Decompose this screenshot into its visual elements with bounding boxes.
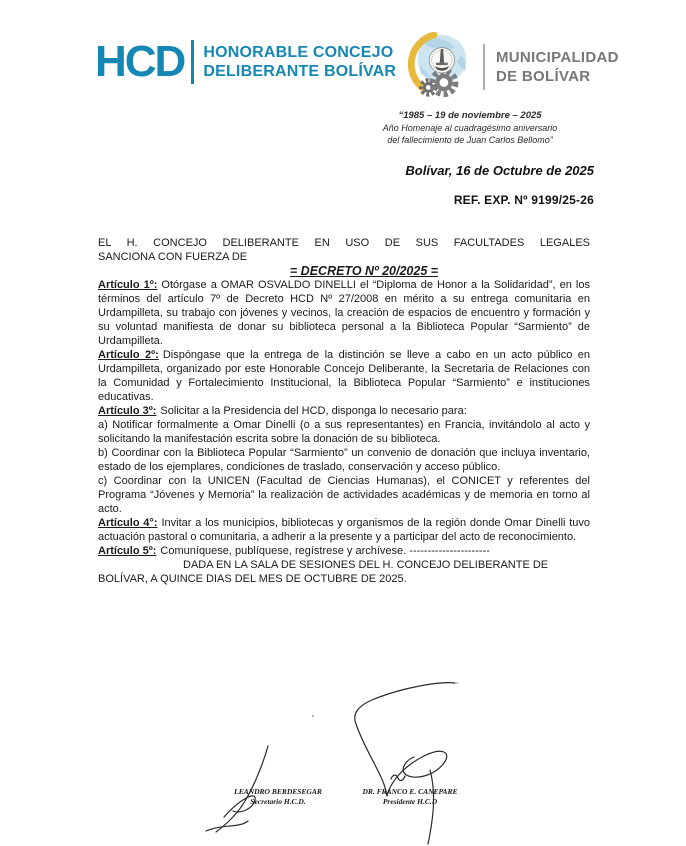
article-2-paragraph	[98, 348, 590, 404]
municipality-name-line2: DE BOLÍVAR	[496, 68, 591, 85]
clause-a-text: a) Notificar formalmente a Omar Dinelli (o a sus representantes) en Francia, invitándolo al acto y solicitando la manifestación escrita sobre la donación de su biblioteca.	[98, 419, 590, 445]
commemoration-line3: del fallecimiento de Juan Carlos Bellomo”	[387, 135, 553, 145]
decree-body	[98, 236, 590, 586]
closing-paragraph: DADA EN LA SALA DE SESIONES DEL H. CONCEJO DELIBERANTE DE BOLÍVAR, A QUINCE DIAS DEL MES DE OCTUBRE DE 2025.	[98, 559, 549, 585]
hcd-abbr-text: HCD	[95, 37, 185, 86]
signature-left	[203, 787, 353, 806]
preamble	[98, 236, 590, 264]
article-3-label: Artículo 3º:	[98, 405, 157, 417]
preamble-line2: SANCIONA CON FUERZA DE	[98, 251, 248, 263]
municipality-name-line1: MUNICIPALIDAD	[496, 49, 619, 66]
preamble-line1: EL H. CONCEJO DELIBERANTE EN USO DE SUS FACULTADES LEGALES	[98, 237, 590, 249]
date-line: Bolívar, 16 de Octubre de 2025	[405, 163, 594, 178]
reference-number: REF. EXP. Nº 9199/25-26	[453, 193, 594, 207]
municipality-logo-divider	[483, 44, 485, 90]
article-5-text: Comuníquese, publíquese, regístrese y archívese. ----------------------	[160, 545, 490, 557]
hcd-logo	[95, 37, 397, 86]
clause-c-paragraph	[98, 474, 590, 516]
municipality-name	[496, 48, 619, 86]
signature-right	[335, 787, 485, 806]
article-3-paragraph	[98, 404, 590, 418]
signature-strokes-icon	[0, 670, 686, 846]
article-3-text: Solicitar a la Presidencia del HCD, disponga lo necesario para:	[160, 405, 467, 417]
commemoration-line1: “1985 – 19 de noviembre – 2025	[398, 110, 542, 121]
clause-b-paragraph	[98, 446, 590, 474]
clause-c-text: c) Coordinar con la UNICEN (Facultad de Ciencias Humanas), el CONICET y referentes del Programa “Jóvenes y Memoria” la realización de actividades académicas y de memoria en torno al acto.	[98, 475, 590, 515]
hcd-name-line1: HONORABLE CONCEJO	[203, 44, 394, 61]
clause-b-text: b) Coordinar con la Biblioteca Popular “Sarmiento” un convenio de donación que incluya inventario, estado de los ejemplares, condiciones de traslado, conservación y acceso público.	[98, 447, 590, 473]
hcd-name	[203, 43, 396, 81]
article-1-text: Otórgase a OMAR OSVALDO DINELLI el “Diploma de Honor a la Solidaridad”, en los términos del artículo 7º de Decreto HCD Nº 27/2008 en mérito a su entrega comunitaria en Urdampilleta, su trabajo con jóvenes y vecinos, la creación de espacios de encuentro y formación y su voluntad manifiesta de donar su biblioteca personal a la Biblioteca Popular “Sarmiento” de Urdampilleta.	[98, 279, 590, 347]
article-4-paragraph	[98, 516, 590, 544]
commemoration-line2: Año Homenaje al cuadragésimo aniversario	[382, 123, 558, 133]
commemoration-note	[340, 110, 600, 146]
signature-right-name: DR. FRANCO E. CANEPARE	[362, 787, 458, 796]
signature-left-name: LEANDRO BERDESEGAR	[234, 787, 322, 796]
article-4-text: Invitar a los municipios, bibliotecas y organismos de la región donde Omar Dinelli tuvo actuación pastoral o comunitaria, a adherir a la presente y a participar del acto de reconocimiento.	[98, 517, 590, 543]
article-1-label: Artículo 1º:	[98, 279, 158, 291]
signature-right-title: Presidente H.C.D	[382, 796, 438, 806]
signature-left-title: Secretario H.C.D.	[250, 796, 306, 806]
article-4-label: Artículo 4°:	[98, 517, 158, 529]
municipality-logo	[404, 32, 619, 102]
clause-a-paragraph	[98, 418, 590, 446]
decree-title: = DECRETO Nº 20/2025 =	[289, 264, 439, 278]
municipal-seal-globe-gears-icon	[404, 32, 474, 102]
article-5-paragraph	[98, 544, 590, 558]
hcd-logo-divider	[191, 40, 194, 84]
article-5-label: Artículo 5º:	[98, 545, 157, 557]
hcd-name-line2: DELIBERANTE BOLÍVAR	[203, 63, 397, 80]
article-1-paragraph	[98, 278, 590, 348]
article-2-text: Dispóngase que la entrega de la distinción se lleve a cabo en un acto público en Urdampilleta, organizado por este Honorable Concejo Deliberante, la Secretaria de Relaciones con la Comunidad y Fortalecimiento Institucional, la Biblioteca Popular “Sarmiento” e instituciones educativas.	[98, 349, 590, 403]
article-2-label: Artículo 2º:	[98, 349, 159, 361]
